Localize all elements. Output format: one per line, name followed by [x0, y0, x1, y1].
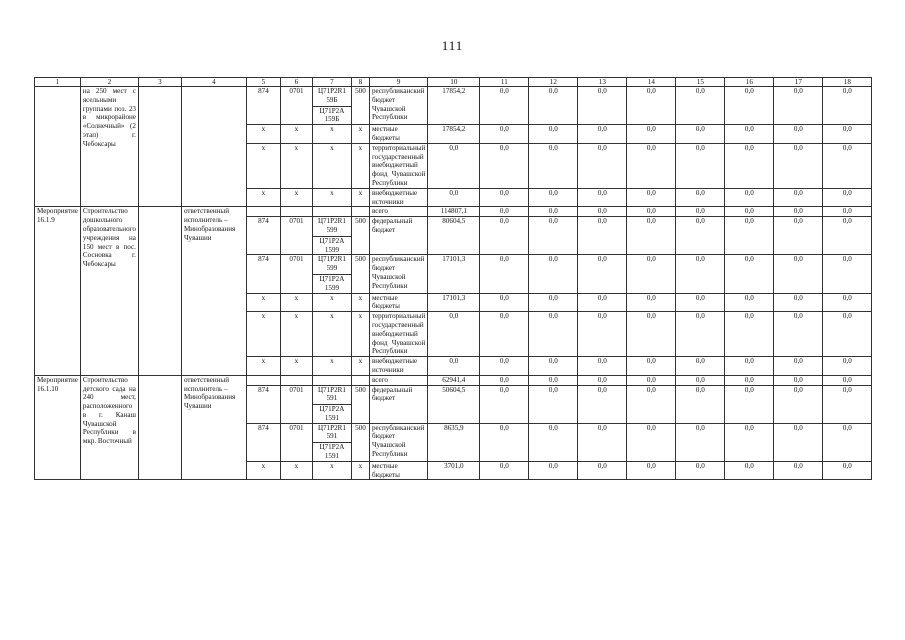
year-amount-cell: 0,0 — [529, 423, 578, 461]
funding-source-cell: местные бюджеты — [369, 125, 427, 144]
year-amount-cell: 0,0 — [627, 423, 676, 461]
year-amount-cell: 0,0 — [480, 423, 529, 461]
target-article-code: Ц71Р2А 1599 — [313, 236, 351, 255]
year-amount-cell: 0,0 — [529, 217, 578, 255]
year-amount-cell: 0,0 — [676, 143, 725, 188]
total-amount-cell: 17854,2 — [428, 87, 480, 125]
year-amount-cell: 0,0 — [823, 312, 872, 357]
grbs-cell: x — [246, 143, 280, 188]
year-amount-cell: 0,0 — [480, 87, 529, 125]
year-amount-cell: 0,0 — [578, 461, 627, 480]
year-amount-cell: 0,0 — [529, 207, 578, 217]
column-number-cell: 11 — [480, 78, 529, 87]
grbs-cell: x — [246, 461, 280, 480]
year-amount-cell: 0,0 — [774, 375, 823, 385]
grbs-cell: 874 — [246, 255, 280, 293]
expense-type-cell: 500 — [351, 385, 369, 423]
year-amount-cell: 0,0 — [676, 207, 725, 217]
year-amount-cell: 0,0 — [823, 375, 872, 385]
year-amount-cell: 0,0 — [774, 255, 823, 293]
funding-source-cell: всего — [369, 375, 427, 385]
year-amount-cell: 0,0 — [578, 255, 627, 293]
target-article-code: x — [330, 143, 334, 152]
target-article-cell — [312, 375, 351, 385]
total-amount-cell: 0,0 — [428, 188, 480, 207]
expense-type-cell: 500 — [351, 255, 369, 293]
column-number-cell: 1 — [35, 78, 81, 87]
year-amount-cell: 0,0 — [529, 312, 578, 357]
section-cell — [280, 375, 312, 385]
table-row — [35, 207, 872, 217]
column-number-cell: 8 — [351, 78, 369, 87]
target-article-code: Ц71Р2А 1599 — [313, 274, 351, 293]
grbs-cell: x — [246, 125, 280, 144]
total-amount-cell: 8635,9 — [428, 423, 480, 461]
year-amount-cell: 0,0 — [774, 423, 823, 461]
column-number-cell: 3 — [138, 78, 181, 87]
event-code-cell — [35, 87, 81, 207]
total-amount-cell: 0,0 — [428, 312, 480, 357]
year-amount-cell: 0,0 — [676, 385, 725, 423]
year-amount-cell: 0,0 — [823, 255, 872, 293]
target-article-code: Ц71Р2А 159Б — [313, 106, 351, 125]
year-amount-cell: 0,0 — [480, 207, 529, 217]
column-number-cell: 16 — [725, 78, 774, 87]
target-article-cell — [312, 207, 351, 217]
year-amount-cell: 0,0 — [676, 312, 725, 357]
grbs-cell: x — [246, 293, 280, 312]
target-article-cell — [312, 312, 351, 357]
year-amount-cell: 0,0 — [823, 217, 872, 255]
event-code-cell: Мероприятие 16.1.10 — [35, 375, 81, 480]
year-amount-cell: 0,0 — [774, 143, 823, 188]
total-amount-cell: 50604,5 — [428, 385, 480, 423]
year-amount-cell: 0,0 — [774, 461, 823, 480]
responsible-cell — [181, 87, 246, 207]
total-amount-cell: 0,0 — [428, 143, 480, 188]
funding-source-cell: республиканский бюджет Чувашской Республики — [369, 255, 427, 293]
year-amount-cell: 0,0 — [529, 293, 578, 312]
expense-type-cell — [351, 207, 369, 217]
expense-type-cell: x — [351, 143, 369, 188]
target-article-code: x — [330, 357, 334, 366]
target-article-code: x — [330, 312, 334, 321]
expense-type-cell — [351, 375, 369, 385]
event-code-cell: Мероприятие 16.1.9 — [35, 207, 81, 375]
funding-source-cell: территориальный государственный внебюджетный фонд Чувашской Республики — [369, 312, 427, 357]
target-article-code: x — [330, 293, 334, 302]
total-amount-cell: 80604,5 — [428, 217, 480, 255]
total-amount-cell: 17101,3 — [428, 293, 480, 312]
funding-source-cell: внебюджетные источники — [369, 188, 427, 207]
year-amount-cell: 0,0 — [774, 312, 823, 357]
target-article-cell — [312, 293, 351, 312]
year-amount-cell: 0,0 — [480, 385, 529, 423]
total-amount-cell: 17101,3 — [428, 255, 480, 293]
year-amount-cell: 0,0 — [725, 375, 774, 385]
column-number-cell: 10 — [428, 78, 480, 87]
column-number-cell: 13 — [578, 78, 627, 87]
year-amount-cell: 0,0 — [529, 87, 578, 125]
year-amount-cell: 0,0 — [529, 385, 578, 423]
target-article-code: Ц71Р2R1 599 — [317, 255, 346, 273]
year-amount-cell: 0,0 — [823, 293, 872, 312]
year-amount-cell: 0,0 — [529, 461, 578, 480]
year-amount-cell: 0,0 — [578, 357, 627, 376]
grbs-cell: x — [246, 357, 280, 376]
year-amount-cell: 0,0 — [725, 143, 774, 188]
year-amount-cell: 0,0 — [676, 461, 725, 480]
column-number-cell: 9 — [369, 78, 427, 87]
expense-type-cell: x — [351, 312, 369, 357]
year-amount-cell: 0,0 — [823, 385, 872, 423]
section-cell: 0701 — [280, 255, 312, 293]
target-article-code: Ц71Р2R1 591 — [317, 423, 346, 441]
year-amount-cell: 0,0 — [725, 312, 774, 357]
year-amount-cell: 0,0 — [627, 357, 676, 376]
year-amount-cell: 0,0 — [676, 217, 725, 255]
year-amount-cell: 0,0 — [676, 423, 725, 461]
year-amount-cell: 0,0 — [578, 188, 627, 207]
year-amount-cell: 0,0 — [627, 293, 676, 312]
target-article-code: Ц71Р2R1 599 — [317, 217, 346, 234]
year-amount-cell: 0,0 — [774, 207, 823, 217]
expense-type-cell: x — [351, 461, 369, 480]
year-amount-cell: 0,0 — [529, 375, 578, 385]
year-amount-cell: 0,0 — [627, 312, 676, 357]
funding-source-cell: федеральный бюджет — [369, 217, 427, 255]
section-cell: x — [280, 461, 312, 480]
target-article-code: x — [330, 461, 334, 470]
year-amount-cell: 0,0 — [774, 188, 823, 207]
year-amount-cell: 0,0 — [774, 125, 823, 144]
year-amount-cell: 0,0 — [823, 87, 872, 125]
section-cell: x — [280, 188, 312, 207]
table-row — [35, 87, 872, 125]
year-amount-cell: 0,0 — [774, 87, 823, 125]
year-amount-cell: 0,0 — [676, 255, 725, 293]
expense-type-cell: x — [351, 125, 369, 144]
year-amount-cell: 0,0 — [725, 423, 774, 461]
year-amount-cell: 0,0 — [529, 143, 578, 188]
year-amount-cell: 0,0 — [676, 188, 725, 207]
column-number-cell: 4 — [181, 78, 246, 87]
target-article-cell — [312, 188, 351, 207]
year-amount-cell: 0,0 — [676, 357, 725, 376]
year-amount-cell: 0,0 — [774, 385, 823, 423]
year-amount-cell: 0,0 — [480, 188, 529, 207]
budget-table — [34, 77, 872, 480]
year-amount-cell: 0,0 — [578, 312, 627, 357]
section-cell: x — [280, 143, 312, 188]
column-number-row — [35, 78, 872, 87]
year-amount-cell: 0,0 — [578, 293, 627, 312]
year-amount-cell: 0,0 — [627, 255, 676, 293]
year-amount-cell: 0,0 — [676, 375, 725, 385]
expense-type-cell: x — [351, 188, 369, 207]
year-amount-cell: 0,0 — [480, 461, 529, 480]
year-amount-cell: 0,0 — [480, 357, 529, 376]
year-amount-cell: 0,0 — [823, 207, 872, 217]
year-amount-cell: 0,0 — [774, 293, 823, 312]
year-amount-cell: 0,0 — [627, 461, 676, 480]
grbs-cell: 874 — [246, 423, 280, 461]
expense-type-cell: x — [351, 357, 369, 376]
year-amount-cell: 0,0 — [578, 217, 627, 255]
table-row — [35, 375, 872, 385]
year-amount-cell: 0,0 — [627, 207, 676, 217]
funding-source-cell: территориальный государственный внебюджетный фонд Чувашской Республики — [369, 143, 427, 188]
column-number-cell: 5 — [246, 78, 280, 87]
event-name-cell: Строительство дошкольного образовательного учреждения на 150 мест в пос. Сосновка г. Чебоксары — [80, 207, 138, 375]
column-number-cell: 18 — [823, 78, 872, 87]
total-amount-cell: 3701,0 — [428, 461, 480, 480]
page-number: 111 — [441, 38, 464, 53]
target-article-cell — [312, 143, 351, 188]
column-number-cell: 17 — [774, 78, 823, 87]
year-amount-cell: 0,0 — [578, 423, 627, 461]
column-number-cell: 2 — [80, 78, 138, 87]
year-amount-cell: 0,0 — [578, 125, 627, 144]
grbs-cell — [246, 207, 280, 217]
total-amount-cell: 0,0 — [428, 357, 480, 376]
expense-type-cell: 500 — [351, 423, 369, 461]
year-amount-cell: 0,0 — [823, 143, 872, 188]
funding-source-cell: внебюджетные источники — [369, 357, 427, 376]
target-article-cell — [312, 385, 351, 423]
year-amount-cell: 0,0 — [823, 125, 872, 144]
year-amount-cell: 0,0 — [480, 255, 529, 293]
funding-source-cell: федеральный бюджет — [369, 385, 427, 423]
year-amount-cell: 0,0 — [578, 143, 627, 188]
responsible-cell: ответственный исполнитель – Минобразования Чувашии — [181, 207, 246, 375]
grbs-cell: 874 — [246, 87, 280, 125]
total-amount-cell: 17854,2 — [428, 125, 480, 144]
target-article-code: Ц71Р2А 1591 — [313, 404, 351, 423]
target-article-cell — [312, 87, 351, 125]
year-amount-cell: 0,0 — [676, 293, 725, 312]
event-name-cell: Строительство детского сада на 240 мест, расположенного в г. Канаш Чувашской Республики в мкр. Восточный — [80, 375, 138, 480]
year-amount-cell: 0,0 — [480, 143, 529, 188]
column-number-cell: 14 — [627, 78, 676, 87]
column-number-cell: 15 — [676, 78, 725, 87]
target-article-code: Ц71Р2R1 59Б — [317, 87, 346, 104]
section-cell: x — [280, 293, 312, 312]
year-amount-cell: 0,0 — [676, 87, 725, 125]
year-amount-cell: 0,0 — [725, 207, 774, 217]
section-cell: 0701 — [280, 217, 312, 255]
target-article-cell — [312, 423, 351, 461]
expense-type-cell: 500 — [351, 217, 369, 255]
grbs-cell: 874 — [246, 217, 280, 255]
year-amount-cell: 0,0 — [627, 385, 676, 423]
year-amount-cell: 0,0 — [823, 188, 872, 207]
grbs-cell: 874 — [246, 385, 280, 423]
grbs-cell: x — [246, 188, 280, 207]
year-amount-cell: 0,0 — [529, 188, 578, 207]
target-article-cell — [312, 357, 351, 376]
empty-cell — [138, 375, 181, 480]
year-amount-cell: 0,0 — [627, 87, 676, 125]
year-amount-cell: 0,0 — [529, 357, 578, 376]
year-amount-cell: 0,0 — [725, 188, 774, 207]
year-amount-cell: 0,0 — [725, 385, 774, 423]
year-amount-cell: 0,0 — [676, 125, 725, 144]
funding-source-cell: местные бюджеты — [369, 461, 427, 480]
year-amount-cell: 0,0 — [725, 461, 774, 480]
year-amount-cell: 0,0 — [774, 357, 823, 376]
section-cell: 0701 — [280, 423, 312, 461]
expense-type-cell: 500 — [351, 87, 369, 125]
year-amount-cell: 0,0 — [480, 217, 529, 255]
total-amount-cell: 114807,1 — [428, 207, 480, 217]
target-article-cell — [312, 461, 351, 480]
section-cell: 0701 — [280, 87, 312, 125]
year-amount-cell: 0,0 — [725, 255, 774, 293]
funding-source-cell: республиканский бюджет Чувашской Республики — [369, 423, 427, 461]
target-article-cell — [312, 217, 351, 255]
year-amount-cell: 0,0 — [627, 125, 676, 144]
section-cell — [280, 207, 312, 217]
year-amount-cell: 0,0 — [627, 188, 676, 207]
section-cell: 0701 — [280, 385, 312, 423]
column-number-cell: 6 — [280, 78, 312, 87]
year-amount-cell: 0,0 — [627, 375, 676, 385]
funding-source-cell: республиканский бюджет Чувашской Республики — [369, 87, 427, 125]
event-name-cell: на 250 мест с ясельными группами поз. 23 в микрорайоне «Солнечный» (2 этап) г. Чебоксары — [80, 87, 138, 207]
year-amount-cell: 0,0 — [578, 385, 627, 423]
year-amount-cell: 0,0 — [480, 125, 529, 144]
year-amount-cell: 0,0 — [578, 375, 627, 385]
column-number-cell: 12 — [529, 78, 578, 87]
year-amount-cell: 0,0 — [627, 217, 676, 255]
year-amount-cell: 0,0 — [578, 207, 627, 217]
section-cell: x — [280, 312, 312, 357]
column-number-cell: 7 — [312, 78, 351, 87]
year-amount-cell: 0,0 — [627, 143, 676, 188]
target-article-code: x — [330, 125, 334, 134]
funding-source-cell: местные бюджеты — [369, 293, 427, 312]
section-cell: x — [280, 125, 312, 144]
year-amount-cell: 0,0 — [480, 312, 529, 357]
target-article-cell — [312, 125, 351, 144]
year-amount-cell: 0,0 — [725, 293, 774, 312]
year-amount-cell: 0,0 — [725, 217, 774, 255]
target-article-cell — [312, 255, 351, 293]
year-amount-cell: 0,0 — [725, 125, 774, 144]
expense-type-cell: x — [351, 293, 369, 312]
year-amount-cell: 0,0 — [823, 357, 872, 376]
year-amount-cell: 0,0 — [529, 255, 578, 293]
year-amount-cell: 0,0 — [529, 125, 578, 144]
year-amount-cell: 0,0 — [823, 423, 872, 461]
section-cell: x — [280, 357, 312, 376]
target-article-code: Ц71Р2А 1591 — [313, 442, 351, 461]
target-article-code: Ц71Р2R1 591 — [317, 385, 346, 403]
responsible-cell: ответственный исполнитель – Минобразования Чувашии — [181, 375, 246, 480]
year-amount-cell: 0,0 — [578, 87, 627, 125]
target-article-code: x — [330, 188, 334, 197]
year-amount-cell: 0,0 — [725, 87, 774, 125]
grbs-cell: x — [246, 312, 280, 357]
grbs-cell — [246, 375, 280, 385]
funding-source-cell: всего — [369, 207, 427, 217]
empty-cell — [138, 87, 181, 207]
year-amount-cell: 0,0 — [774, 217, 823, 255]
total-amount-cell: 62941,4 — [428, 375, 480, 385]
year-amount-cell: 0,0 — [480, 293, 529, 312]
year-amount-cell: 0,0 — [823, 461, 872, 480]
year-amount-cell: 0,0 — [725, 357, 774, 376]
empty-cell — [138, 207, 181, 375]
year-amount-cell: 0,0 — [480, 375, 529, 385]
